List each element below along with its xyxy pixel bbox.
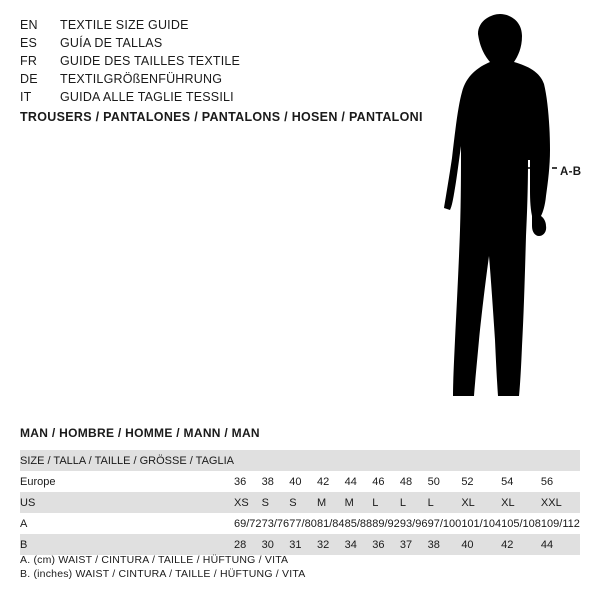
language-text: GUÍA DE TALLAS <box>60 36 163 50</box>
table-row <box>20 492 580 513</box>
cell: 46 <box>372 475 385 488</box>
cell: S <box>289 492 317 513</box>
language-row <box>20 16 400 34</box>
language-code: IT <box>20 90 32 104</box>
footnote-a: A. (cm) WAIST / CINTURA / TAILLE / HÜFTUNG / VITA <box>20 554 289 566</box>
cell: L <box>400 492 428 513</box>
row-label: A <box>20 517 28 530</box>
language-code: DE <box>20 72 38 86</box>
cell: 30 <box>262 534 290 555</box>
footnotes <box>20 553 305 581</box>
language-row <box>20 52 400 70</box>
cell: L <box>428 492 462 513</box>
cell <box>461 450 501 471</box>
page-title: TROUSERS / PANTALONES / PANTALONS / HOSEN / PANTALONI <box>20 110 423 124</box>
cell: 109/112 <box>540 517 580 530</box>
cell <box>541 450 580 471</box>
cell <box>372 450 400 471</box>
cell: 52 <box>461 475 474 488</box>
language-text: TEXTILGRÖßENFÜHRUNG <box>60 72 223 86</box>
cell: 56 <box>540 475 554 488</box>
cell: 38 <box>261 475 274 488</box>
table-title: MAN / HOMBRE / HOMME / MANN / MAN <box>20 426 260 440</box>
cell: 48 <box>399 475 413 488</box>
cell: 77/80 <box>289 517 317 530</box>
cell: 40 <box>289 475 302 488</box>
cell: 38 <box>428 534 462 555</box>
cell: 42 <box>501 534 541 555</box>
row-label: SIZE / TALLA / TAILLE / GRÖSSE / TAGLIA <box>20 450 234 471</box>
cell: 54 <box>501 475 514 488</box>
cell: 73/76 <box>261 517 290 530</box>
language-row <box>20 70 400 88</box>
man-silhouette-icon <box>400 10 600 410</box>
cell: 101/104 <box>461 517 502 530</box>
language-text: TEXTILE SIZE GUIDE <box>60 18 189 32</box>
cell: 97/100 <box>427 517 462 530</box>
cell: 40 <box>461 534 501 555</box>
cell: 93/96 <box>399 517 428 530</box>
cell: 44 <box>541 534 580 555</box>
cell: 34 <box>345 534 373 555</box>
measurement-label: A-B <box>560 166 582 178</box>
cell: 36 <box>233 475 247 488</box>
cell <box>428 450 462 471</box>
footnote-b: B. (inches) WAIST / CINTURA / TAILLE / HÜFTUNG / VITA <box>20 568 306 580</box>
cell: 28 <box>234 534 262 555</box>
language-text: GUIDA ALLE TAGLIE TESSILI <box>60 90 234 104</box>
cell: 89/92 <box>372 517 400 530</box>
cell: 44 <box>344 475 357 488</box>
cell: XL <box>461 492 501 513</box>
cell: XS <box>234 492 262 513</box>
row-label: Europe <box>20 475 56 488</box>
row-label: B <box>20 534 234 555</box>
language-row <box>20 88 400 106</box>
table-row <box>20 471 580 492</box>
language-text: GUIDE DES TAILLES TEXTILE <box>60 54 241 68</box>
table-row <box>20 513 580 534</box>
language-code: EN <box>20 18 38 32</box>
table-row <box>20 450 580 471</box>
cell: 42 <box>316 475 330 488</box>
cell: 31 <box>289 534 317 555</box>
size-table <box>20 450 580 555</box>
cell: XXL <box>541 492 580 513</box>
language-code: FR <box>20 54 38 68</box>
row-label: US <box>20 492 234 513</box>
cell: M <box>317 492 345 513</box>
cell: 69/72 <box>233 517 262 530</box>
cell <box>317 450 345 471</box>
table-row <box>20 534 580 555</box>
cell: 36 <box>372 534 400 555</box>
cell: 81/84 <box>316 517 345 530</box>
cell <box>262 450 290 471</box>
cell: M <box>345 492 373 513</box>
cell: L <box>372 492 400 513</box>
cell: 37 <box>400 534 428 555</box>
cell: 105/108 <box>501 517 541 530</box>
cell: XL <box>501 492 541 513</box>
cell <box>234 450 262 471</box>
language-header <box>20 16 400 106</box>
language-code: ES <box>20 36 38 50</box>
cell <box>501 450 541 471</box>
cell: 50 <box>427 475 440 488</box>
figure-illustration <box>400 10 600 410</box>
cell <box>345 450 373 471</box>
cell: 85/88 <box>344 517 373 530</box>
cell <box>289 450 317 471</box>
language-row <box>20 34 400 52</box>
cell: S <box>262 492 290 513</box>
cell: 32 <box>317 534 345 555</box>
cell <box>400 450 428 471</box>
